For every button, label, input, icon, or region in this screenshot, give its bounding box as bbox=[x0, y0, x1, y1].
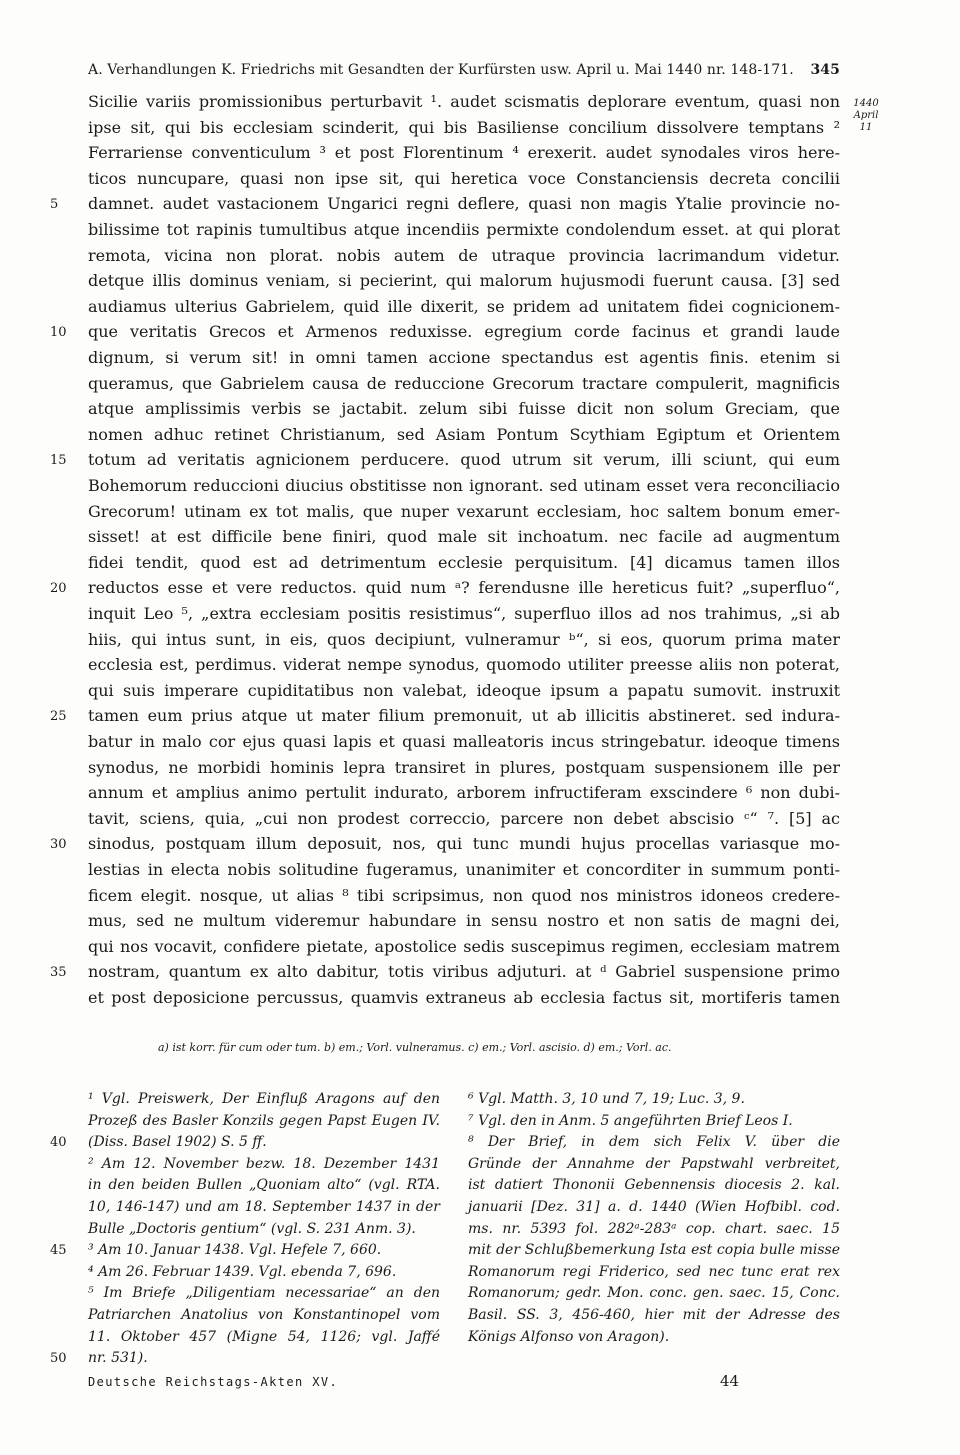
line-number: 25 bbox=[50, 709, 67, 725]
line-number: 10 bbox=[50, 325, 67, 341]
footnote-line: 11. Oktober 457 (Migne 54, 1126; vgl. Jaffé bbox=[88, 1328, 440, 1345]
text-line: detque illis dominus veniam, si pecierint, qui malorum hujusmodi fuerunt causa. [3] sed bbox=[88, 271, 840, 291]
text-line: inquit Leo ⁵, „extra ecclesiam positis resistimus“, superfluo illos ad nos trahimus, „si ab bbox=[88, 604, 840, 623]
text-line: ticos nuncupare, quasi non ipse sit, qui heretica voce Constanciensis decreta concilii bbox=[88, 168, 840, 188]
footer-series-title: Deutsche Reichstags-Akten XV. bbox=[88, 1375, 339, 1389]
text-line: annum et amplius animo pertulit indurato, arborem infructiferam exscindere ⁶ non dubi- bbox=[88, 783, 840, 803]
line-number: 5 bbox=[50, 197, 59, 213]
text-line: ficem elegit. nosque, ut alias ⁸ tibi scripsimus, non quod nos ministros idoneos credere- bbox=[88, 885, 840, 905]
line-number: 15 bbox=[50, 453, 67, 469]
footnote-line: ⁴ Am 26. Februar 1439. Vgl. ebenda 7, 696. bbox=[88, 1263, 397, 1280]
text-line: mus, sed ne multum videremur habundare in sensu nostro et non satis de magni dei, bbox=[88, 911, 840, 931]
text-line: totum ad veritatis agnicionem perducere. quod utrum sit verum, illi sciunt, qui eum bbox=[88, 450, 840, 470]
text-line: sinodus, postquam illum deposuit, nos, qui tunc mundi hujus procellas variasque mo- bbox=[88, 834, 840, 854]
footnote-line: (Diss. Basel 1902) S. 5 ff. bbox=[88, 1134, 267, 1151]
footnote-line: ³ Am 10. Januar 1438. Vgl. Hefele 7, 660. bbox=[88, 1242, 382, 1259]
text-line: Sicilie variis promissionibus perturbavit ¹. audet scismatis deplorare eventum, quasi non bbox=[88, 92, 840, 111]
line-number: 20 bbox=[50, 581, 67, 597]
footnote-line: ² Am 12. November bezw. 18. Dezember 1431 bbox=[88, 1155, 440, 1172]
footnote-line: Bulle „Doctoris gentium“ (vgl. S. 231 Anm. 3). bbox=[88, 1220, 416, 1237]
footnote-line: nr. 531). bbox=[88, 1350, 148, 1367]
text-line: remota, vicina non plorat. nobis autem de utraque provincia lacrimandum videtur. bbox=[88, 245, 840, 265]
footnote-line: ¹ Vgl. Preiswerk, Der Einfluß Aragons auf den bbox=[88, 1091, 440, 1107]
page-number: 345 bbox=[810, 62, 840, 78]
text-line: qui suis imperare cupiditatibus non valebat, ideoque ipsum a papatu sumovit. instruxit bbox=[88, 680, 840, 700]
line-number: 50 bbox=[50, 1351, 67, 1367]
text-line: ecclesia est, perdimus. viderat nempe synodus, quomodo utiliter preesse aliis non poterat, bbox=[88, 655, 840, 675]
text-line: nomen adhuc retinet Christianum, sed Asiam Pontum Scythiam Egiptum et Orientem bbox=[88, 424, 840, 444]
text-line: audiamus ulterius Gabrielem, quid ille dixerit, se pridem ad unitatem fidei cognicionem- bbox=[88, 296, 840, 316]
text-line: bilissime tot rapinis tumultibus atque incendiis permixte condolendum esset. at qui plorat bbox=[88, 220, 840, 239]
text-line: Grecorum! utinam ex tot malis, que nuper vexarunt ecclesiam, hoc saltem bonum emer- bbox=[88, 501, 840, 521]
text-line: atque amplissimis verbis se jactabit. zelum sibi fuisse dicit non solum Greciam, que bbox=[88, 399, 840, 419]
line-number: 35 bbox=[50, 965, 67, 981]
footnote-line: Basil. SS. 3, 456-460, hier mit der Adresse des bbox=[468, 1306, 840, 1323]
margin-date-note bbox=[846, 98, 886, 134]
footnote-line: 10, 146-147) und am 18. September 1437 in der bbox=[88, 1198, 440, 1215]
footnote-line: Prozeß des Basler Konzils gegen Papst Eugen IV. bbox=[88, 1112, 440, 1129]
text-line: ipse sit, qui bis ecclesiam scinderit, qui bis Basiliense concilium dissolvere temptans ² bbox=[88, 117, 840, 137]
footnote-line: Romanorum regi Friderico, sed nec tunc erat rex bbox=[468, 1263, 840, 1280]
footnote-line: ist datiert Thononii Gebennensis diocesis 2. kal. bbox=[468, 1177, 840, 1194]
text-line: queramus, que Gabrielem causa de reduccione Grecorum tractare compulerit, magnificis bbox=[88, 373, 840, 393]
critical-apparatus: a) ist korr. für cum oder tum. b) em.; Vorl. vulneramus. c) em.; Vorl. ascisio. d) em.; Vorl. ac. bbox=[158, 1041, 672, 1054]
footnote-line: mit der Schlußbemerkung Ista est copia bulle misse bbox=[468, 1242, 840, 1259]
text-line: et post deposicione percussus, quamvis extraneus ab ecclesia factus sit, mortiferis tamen bbox=[88, 988, 840, 1007]
footnote-line: ⁵ Im Briefe „Diligentiam necessariae“ an den bbox=[88, 1285, 440, 1302]
line-number: 45 bbox=[50, 1243, 67, 1259]
line-number: 30 bbox=[50, 837, 67, 853]
footnotes-left-column bbox=[88, 1089, 440, 1370]
footnote-line: ⁶ Vgl. Matth. 3, 10 und 7, 19; Luc. 3, 9. bbox=[468, 1091, 745, 1107]
footnote-line: ⁸ Der Brief, in dem sich Felix V. über die bbox=[468, 1134, 840, 1151]
margin-day: April 11 bbox=[853, 110, 879, 133]
text-line: tavit, sciens, quia, „cui non prodest correccio, parcere non debet abscisio ᶜ“ ⁷. [5] ac bbox=[88, 808, 840, 828]
footnote-line: in den beiden Bullen „Quoniam alto“ (vgl. RTA. bbox=[88, 1177, 440, 1194]
text-line: hiis, qui intus sunt, in eis, quos decipiunt, vulneramur ᵇ“, si eos, quorum prima mater bbox=[88, 629, 840, 649]
text-line: qui nos vocavit, confidere pietate, apostolice sedis suscepimus regimen, ecclesiam matrem bbox=[88, 936, 840, 956]
footer-sheet-number: 44 bbox=[720, 1372, 740, 1390]
running-header bbox=[88, 62, 840, 78]
footnote-line: ms. nr. 5393 fol. 282ᵃ-283ᵃ cop. chart. saec. 15 bbox=[468, 1220, 840, 1237]
footnote-line: Gründe der Annahme der Papstwahl verbreitet, bbox=[468, 1155, 840, 1172]
text-line: fidei tendit, quod est ad detrimentum ecclesie perquisitum. [4] dicamus tamen illos bbox=[88, 552, 840, 572]
footnote-line: Königs Alfonso von Aragon). bbox=[468, 1328, 670, 1345]
text-line: damnet. audet vastacionem Ungarici regni deflere, quasi non magis Ytalie provincie no- bbox=[88, 194, 840, 214]
footnote-line: ⁷ Vgl. den in Anm. 5 angeführten Brief Leos I. bbox=[468, 1112, 793, 1129]
footnote-line: Romanorum; gedr. Mon. conc. gen. saec. 15, Conc. bbox=[468, 1285, 840, 1302]
footnote-line: Patriarchen Anatolius von Konstantinopel vom bbox=[88, 1306, 440, 1323]
margin-year: 1440 bbox=[853, 98, 879, 109]
footnote-line: januarii [Dez. 31] a. d. 1440 (Wien Hofbibl. cod. bbox=[468, 1198, 840, 1215]
line-number: 40 bbox=[50, 1135, 67, 1151]
text-line: nostram, quantum ex alto dabitur, totis viribus adjuturi. at ᵈ Gabriel suspensione primo bbox=[88, 962, 840, 982]
footnotes-right-column bbox=[468, 1089, 840, 1348]
text-line: Ferrariense conventiculum ³ et post Florentinum ⁴ erexerit. audet synodales viros here- bbox=[88, 143, 840, 163]
text-line: dignum, si verum sit! in omni tamen accione spectandus est agentis finis. etenim si bbox=[88, 348, 840, 367]
running-title: A. Verhandlungen K. Friedrichs mit Gesandten der Kurfürsten usw. April u. Mai 1440 nr. 148-171. bbox=[88, 62, 794, 78]
text-line: tamen eum prius atque ut mater filium premonuit, ut ab illicitis abstineret. sed indura- bbox=[88, 706, 840, 726]
text-line: sisset! at est difficile bene finiri, quod male sit inchoatum. nec facile ad augmentum bbox=[88, 527, 840, 547]
text-line: que veritatis Grecos et Armenos reduxisse. egregium corde facinus et grandi laude bbox=[88, 322, 840, 342]
text-line: reductos esse et vere reductos. quid num ᵃ? ferendusne ille hereticus fuit? „superfluo“, bbox=[88, 578, 840, 598]
text-line: synodus, ne morbidi hominis lepra transiret in plures, postquam suspensionem ille per bbox=[88, 757, 840, 777]
text-line: Bohemorum reduccioni diucius obstitisse non ignorant. sed utinam esset vera reconciliacio bbox=[88, 476, 840, 495]
text-line: lestias in electa nobis solitudine fugeramus, unanimiter et concorditer in summum ponti- bbox=[88, 860, 840, 879]
text-line: batur in malo cor ejus quasi lapis et quasi malleatoris incus stringebatur. ideoque timens bbox=[88, 732, 840, 751]
